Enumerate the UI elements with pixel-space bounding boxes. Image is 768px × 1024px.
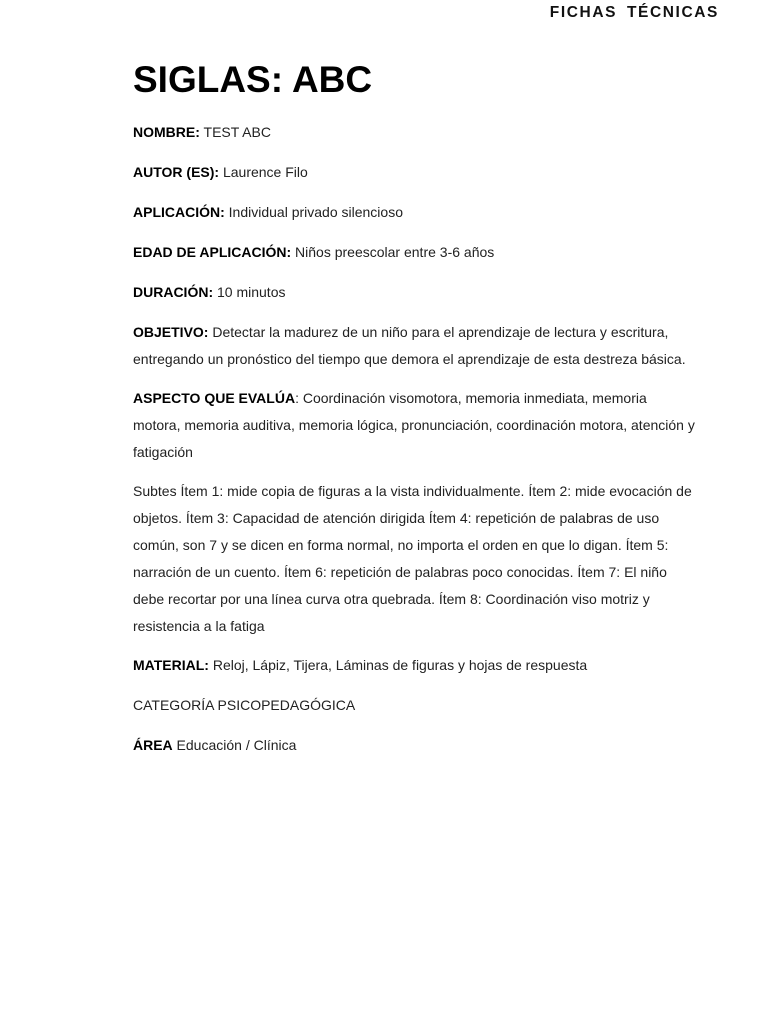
field-aplicacion-label: APLICACIÓN: <box>133 204 225 220</box>
field-autor-label: AUTOR (ES): <box>133 164 220 180</box>
field-area <box>133 732 695 759</box>
field-categoria-value: CATEGORÍA PSICOPEDAGÓGICA <box>133 697 356 713</box>
field-objetivo <box>133 319 695 373</box>
field-material-label: MATERIAL: <box>133 657 209 673</box>
field-edad-value: Niños preescolar entre 3-6 años <box>291 244 495 260</box>
field-material <box>133 652 695 679</box>
field-autor <box>133 159 695 186</box>
field-edad <box>133 239 695 266</box>
field-autor-value: Laurence Filo <box>219 164 308 180</box>
field-objetivo-label: OBJETIVO: <box>133 324 209 340</box>
field-edad-label: EDAD DE APLICACIÓN: <box>133 244 292 260</box>
field-area-value: Educación / Clínica <box>172 737 297 753</box>
field-duracion-value: 10 minutos <box>213 284 286 300</box>
field-categoria <box>133 692 695 719</box>
field-nombre-label: NOMBRE: <box>133 124 200 140</box>
field-duracion <box>133 279 695 306</box>
field-aplicacion <box>133 199 695 226</box>
field-subtes <box>133 478 695 640</box>
field-material-value: Reloj, Lápiz, Tijera, Láminas de figuras y hojas de respuesta <box>208 657 588 673</box>
field-aspecto-label: ASPECTO QUE EVALÚA <box>133 390 296 406</box>
document-body <box>133 58 695 772</box>
field-duracion-label: DURACIÓN: <box>133 284 214 300</box>
field-area-label: ÁREA <box>133 737 173 753</box>
field-nombre-value: TEST ABC <box>199 124 271 140</box>
field-nombre <box>133 119 695 146</box>
document-title: SIGLAS: ABC <box>133 59 373 100</box>
field-aspecto-value: : Coordinación visomotora, memoria inmediata, memoria motora, memoria auditiva, memoria lógica, pronunciación, coordinación motora, atención y fatigación <box>133 390 695 460</box>
field-objetivo-value: Detectar la madurez de un niño para el aprendizaje de lectura y escritura, entregando un pronóstico del tiempo que demora el aprendizaje de esta destreza básica. <box>133 324 686 367</box>
field-aplicacion-value: Individual privado silencioso <box>224 204 403 220</box>
field-aspecto <box>133 385 695 466</box>
section-header: FICHAS TÉCNICAS <box>549 4 719 21</box>
field-subtes-value: Subtes Ítem 1: mide copia de figuras a la vista individualmente. Ítem 2: mide evocación de objetos. Ítem 3: Capacidad de atención dirigida Ítem 4: repetición de palabras de uso común, son 7 y se dicen en forma normal, no importa el orden en que lo digan. Ítem 5: narración de un cuento. Ítem 6: repetición de palabras poco conocidas. Ítem 7: El niño debe recortar por una línea curva otra quebrada. Ítem 8: Coordinación viso motriz y resistencia a la fatiga <box>133 483 692 634</box>
